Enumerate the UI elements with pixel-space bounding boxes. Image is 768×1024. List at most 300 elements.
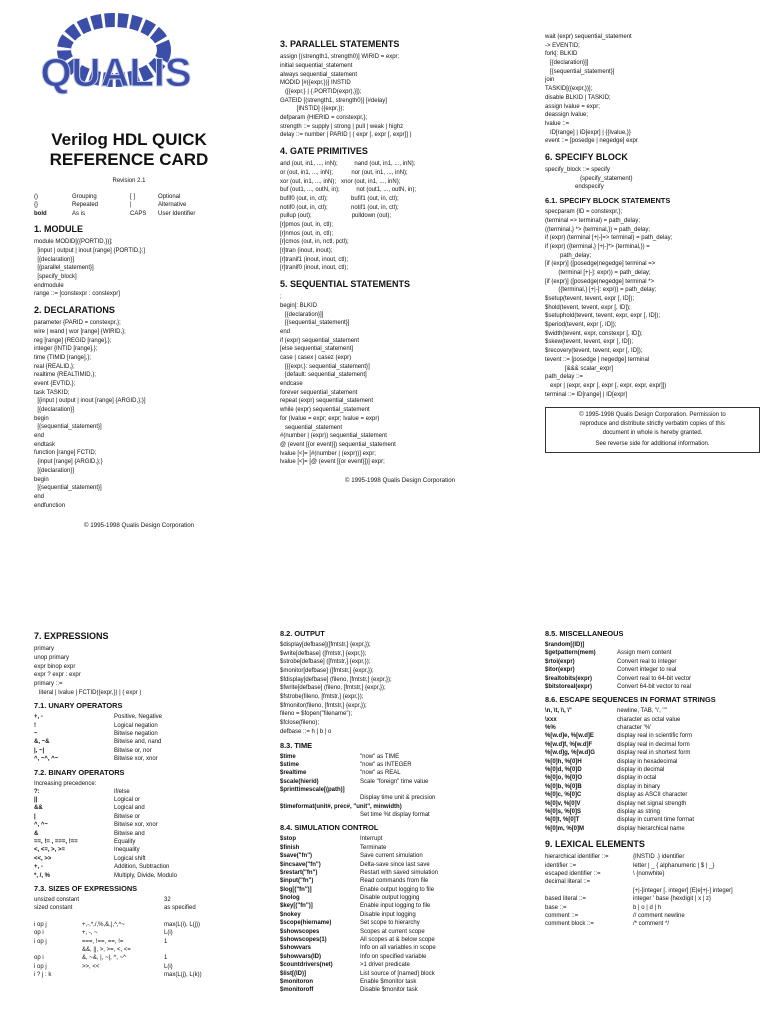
row-key: ==, != , ===, !== [34, 839, 78, 846]
table-row [545, 791, 760, 799]
table-row [280, 769, 520, 777]
row-value [633, 878, 760, 886]
row-key: $input("fn") [280, 878, 314, 885]
code-line: GATEID [(strength1, strength0)] [#delay] [280, 97, 387, 104]
ops-cell: max(L(j), L(k)) [164, 972, 202, 979]
row-value: integer ' base {hexdigit | x | z} [633, 896, 711, 903]
row-value: Restart with saved simulation [360, 869, 439, 876]
table-row [280, 886, 520, 894]
legend-cell: Repeated [72, 202, 99, 209]
table-row [280, 761, 520, 769]
ops-cell: >>, << [82, 963, 100, 970]
table-row [280, 869, 520, 877]
code-line: task TASKID; [34, 389, 70, 396]
code-line: [{declaration}] [34, 467, 75, 474]
row-value: Logical shift [114, 855, 146, 862]
code-line: unop primary [34, 654, 70, 661]
code-line: expr | (expr, expr [, expr [, expr, expr, expr]]) [545, 382, 667, 389]
table-row [34, 738, 254, 746]
code-line: lvalue [<]= [#(number | (expr))] expr; [280, 450, 376, 457]
table-row [34, 872, 254, 880]
row-value: Multiply, Divide, Modulo [114, 872, 177, 879]
row-key: sized constant [34, 905, 73, 912]
section-sequential [280, 293, 520, 467]
section-sizes-ops [34, 921, 254, 980]
row-key: decimal literal ::= [545, 879, 591, 886]
table-row [280, 970, 520, 978]
code-line: bufif0 (out, in, ctl); bufif1 (out, in, ctl); [280, 195, 399, 202]
code-line: assign lvalue = expr; [545, 103, 600, 110]
section-output [280, 641, 520, 737]
code-line: {specify_statement} [545, 175, 633, 182]
code-line: endtask [34, 441, 56, 448]
table-row [545, 641, 760, 649]
code-line: tevent ::= [posedge | negedge] terminal [545, 356, 650, 363]
table-row [545, 887, 760, 895]
code-line: endcase [280, 381, 303, 388]
row-value: display real in decimal form [617, 741, 690, 748]
section-time [280, 753, 520, 795]
section-sizes-title: 7.3. SIZES OF EXPRESSIONS [34, 883, 138, 893]
row-key: $log[("fn")] [280, 886, 312, 893]
code-line: initial sequential_statement [280, 62, 353, 69]
row-key: %[0]o, %[0]O [545, 775, 583, 782]
code-line: [r]cmos (out, in, nctl, pctl); [280, 239, 349, 246]
ops-cell [34, 946, 82, 954]
row-key: $getpattern(mem) [545, 650, 596, 657]
row-value: \ {nonwhite} [633, 871, 665, 878]
row-value: newline, TAB, '\', '"' [617, 708, 667, 715]
revision: Revision 2.1 [112, 177, 146, 184]
row-value: Disable $monitor task [360, 987, 418, 994]
row-value [617, 641, 760, 649]
code-line: delay ::= number | PARID | ( expr [, expr [, expr]] ) [280, 132, 412, 139]
legend-cell: | [130, 202, 132, 209]
section-sizes [34, 896, 254, 913]
code-line: assign [(strength1, strength0)] WIRID = expr; [280, 54, 400, 61]
notice-box [545, 407, 760, 453]
table-row [34, 921, 254, 929]
ops-cell: op i [34, 930, 44, 937]
code-line: event {EVTID,}; [34, 380, 76, 387]
row-key: *, /, % [34, 872, 51, 879]
row-key: ^, ^~ [34, 822, 48, 829]
section-specify-statements [545, 208, 760, 399]
table-row [280, 852, 520, 860]
row-value: display real in shortest form [617, 750, 691, 757]
table-row [545, 878, 760, 886]
section-time-note-1: Display time unit & precision [360, 795, 436, 802]
table-row [34, 896, 254, 904]
code-line: parameter {PARID = constexpr,}; [34, 320, 121, 327]
row-value: [+|-]integer [. integer] [E|e[+|-] integer] [633, 887, 733, 894]
section-gates [280, 160, 520, 273]
code-line: [r]nmos (out, in, ctl); [280, 230, 334, 237]
row-value: Logical or [114, 797, 141, 804]
code-line: $recovery(tevent, tevent, expr [, ID]); [545, 348, 643, 355]
row-key: $realtobits(expr) [545, 675, 593, 682]
ops-cell: ===, !==, ==, != [82, 938, 124, 945]
legend-cell: As is [72, 210, 86, 217]
row-key: \xxx [545, 716, 557, 723]
code-line: $hold(tevent, tevent, expr [, ID]); [545, 304, 631, 311]
code-line: [if (expr)] ([posedge|negedge] terminal => [545, 261, 656, 268]
code-line: case | casex | casez (expr) [280, 355, 352, 362]
table-row [280, 911, 520, 919]
code-line: $skew(tevent, tevent, expr [, ID]); [545, 339, 634, 346]
row-key: escaped identifier ::= [545, 871, 601, 878]
section-binary-intro: Increasing precedence: [34, 780, 97, 787]
code-line: $monitor[defbase] ([fmtstr,] {expr,}); [280, 668, 374, 675]
column-6 [545, 625, 760, 929]
section-escapes [545, 707, 760, 833]
row-value: display in hexadecimal [617, 758, 678, 765]
code-line: [input | output | inout [range] {PORTID,};] [34, 247, 146, 254]
table-row [545, 724, 760, 732]
table-row [545, 853, 760, 861]
row-value: {INSTID .} identifier [633, 854, 685, 861]
row-key: $monitoroff [280, 987, 314, 994]
ops-cell: max(L(i), L(j)) [164, 921, 200, 928]
table-row [34, 755, 254, 763]
row-value: Info on specified variable [360, 953, 427, 960]
code-line: realtime {REALTIMID,}; [34, 372, 96, 379]
table-row [545, 732, 760, 740]
row-key: %[0]h, %[0]H [545, 758, 582, 765]
notice-line: See reverse side for additional information. [595, 441, 710, 448]
row-key: $key[("fn")] [280, 903, 313, 910]
row-key: %[0]v, %[0]V [545, 800, 581, 807]
table-row [34, 722, 254, 730]
row-value: b | o | d | h [633, 904, 662, 911]
row-value: Scale "foreign" time value [360, 778, 429, 785]
code-line: [{input | output | inout [range] {ARGID,};}] [34, 398, 146, 405]
code-line: join [545, 77, 555, 84]
row-key: $printtimescale[(path)] [280, 787, 345, 794]
table-row [280, 944, 520, 952]
code-line: defbase ::= h | b | o [280, 728, 332, 735]
table-row [545, 716, 760, 724]
section-expressions [34, 645, 254, 697]
section-binary [34, 788, 254, 880]
row-key: ?: [34, 788, 40, 795]
row-key: ^, ~^, ^~ [34, 756, 59, 763]
row-key: $showvars [280, 945, 312, 952]
row-value: display hierarchical name [617, 825, 685, 832]
row-key: $random[(ID)] [545, 641, 585, 648]
code-line: [{{expr,}: sequential_statement}] [280, 363, 370, 370]
table-row [280, 786, 520, 794]
code-line: endmodule [34, 282, 64, 289]
row-value: Bitwise or, nor [114, 747, 152, 754]
code-line: sequential_statement [280, 424, 343, 431]
code-line: [r]tran (inout, inout); [280, 248, 333, 255]
section-unary [34, 713, 254, 763]
code-line: begin [34, 476, 49, 483]
table-row [34, 713, 254, 721]
row-key: $scope(hiername) [280, 920, 332, 927]
column-2 [280, 33, 520, 485]
section-misc-title: 8.5. MISCELLANEOUS [545, 629, 624, 638]
code-line: $fmonitor(fileno, [fmtstr,] {expr,}); [280, 702, 367, 709]
ops-cell: &&, ||, >, >=, <, <= [82, 946, 131, 953]
row-key: $showscopes(1) [280, 937, 327, 944]
row-value: display in current time format [617, 817, 695, 824]
row-key: %[w.d]g, %[w.d]G [545, 750, 595, 757]
section-output-title: 8.2. OUTPUT [280, 629, 325, 638]
section-sequential-title: 5. SEQUENTIAL STATEMENTS [280, 279, 411, 290]
code-line: {input [range] {ARGID,};} [34, 459, 103, 466]
code-line: while (expr) sequential_statement [280, 407, 370, 414]
row-value: display as ASCII character [617, 792, 688, 799]
row-value: display in binary [617, 783, 661, 790]
code-line: ; [280, 294, 282, 301]
row-key: $countdrivers(net) [280, 962, 333, 969]
table-row [34, 954, 254, 962]
code-line: always sequential_statement [280, 71, 358, 78]
row-value: Equality [114, 839, 136, 846]
code-line: module MODID[({PORTID,})]; [34, 239, 113, 246]
table-row [545, 766, 760, 774]
table-row [280, 961, 520, 969]
row-value: Save current simulation [360, 853, 423, 860]
code-line: MODID [#({expr,})] INSTID [280, 80, 351, 87]
table-row [34, 929, 254, 937]
code-line: [{parallel_statement}] [34, 265, 94, 272]
row-value: Bitwise xor, xnor [114, 756, 158, 763]
code-line: real {REALID,}; [34, 363, 75, 370]
code-line: forever sequential_statement [280, 389, 358, 396]
code-line: ID[range] | ID[expr] | {{lvalue,}} [545, 129, 631, 136]
section-sequential-cont [545, 33, 760, 146]
code-line: expr ? expr : expr [34, 672, 81, 679]
row-value: >1 driver predicate [360, 962, 410, 969]
row-value: letter | _ { alphanumeric | $ | _} [633, 862, 715, 869]
section-specify-title: 6. SPECIFY BLOCK [545, 151, 628, 162]
section-gates-title: 4. GATE PRIMITIVES [280, 146, 368, 157]
row-value: as specified [164, 905, 196, 912]
row-key: %[0]s, %[0]S [545, 809, 582, 815]
table-row [545, 904, 760, 912]
row-key: %[0]d, %[0]D [545, 767, 582, 774]
row-key: +, - [34, 714, 43, 721]
row-key: |, ~| [34, 747, 45, 754]
table-row [34, 813, 254, 821]
row-value: Scopes at current scope [360, 928, 425, 935]
section-declarations [34, 319, 244, 510]
section-simctl-title: 8.4. SIMULATION CONTROL [280, 823, 379, 833]
row-key: %% [545, 725, 556, 732]
code-line: -> EVENTID; [545, 42, 580, 49]
code-line: @ (event [{or event}]) sequential_statement [280, 441, 396, 448]
section-unary-title: 7.1. UNARY OPERATORS [34, 701, 123, 711]
row-key: $scale(hierid) [280, 778, 319, 785]
code-line: [{sequential_statement}] [545, 68, 615, 75]
row-value: Terminate [360, 844, 387, 851]
row-value: All scopes at & below scope [360, 937, 435, 944]
section-module [34, 238, 244, 299]
row-value: Delta-save since last save [360, 861, 430, 868]
code-line: $width(tevent, expr, constexpr [, ID]); [545, 330, 643, 337]
table-row [280, 928, 520, 936]
code-line: lvalue ::= [545, 120, 570, 127]
title-line-1: Verilog HDL QUICK [51, 130, 207, 149]
table-row [34, 946, 254, 954]
table-row [280, 936, 520, 944]
column-5 [280, 625, 520, 995]
row-value: Enable input logging to file [360, 903, 431, 910]
logo-text: QUALIS [40, 51, 192, 95]
ops-cell: L(i) [164, 930, 173, 937]
section-time-format: $timeformat(unit#, prec#, "unit", minwidth) [280, 803, 402, 810]
row-value: Inequality [114, 847, 140, 854]
legend-cell: () [34, 193, 38, 200]
ops-cell: &, ~&, |, ~|, ^, ~^ [82, 955, 126, 962]
notice-line: document in whole is hereby granted. [602, 429, 703, 436]
code-line: [{declaration}]] [545, 60, 589, 67]
row-key: $save("fn") [280, 853, 313, 860]
code-line: ({terminal,} [+|-]: expr)) = path_delay; [545, 287, 657, 294]
code-line: $setuphold(tevent, tevent, expr, expr [, ID]); [545, 313, 661, 320]
row-value: /* comment */ [633, 921, 670, 928]
code-line: $fdisplay[defbase] (fileno, [fmtstr,] {expr,}); [280, 676, 392, 683]
code-line: integer {INTID [range],}; [34, 346, 98, 353]
section-time-title: 8.3. TIME [280, 740, 313, 750]
code-line: specparam {ID = constexpr,}; [545, 209, 623, 216]
row-key: $incsave("fn") [280, 861, 321, 868]
section-parallel [280, 53, 520, 140]
table-row [545, 683, 760, 691]
row-key: ! [34, 722, 36, 729]
ops-cell [164, 946, 244, 954]
row-key: %[0]b, %[0]B [545, 783, 582, 790]
row-key: $realtime [280, 770, 307, 777]
legend-row [34, 201, 234, 209]
code-line: if (expr) sequential_statement [280, 337, 360, 344]
table-row [34, 788, 254, 796]
table-row [545, 920, 760, 928]
row-key: \n, \t, \\, \" [545, 708, 572, 715]
row-key: $nokey [280, 911, 301, 918]
notice-line: © 1995-1998 Qualis Design Corporation. Permission to [579, 412, 726, 419]
row-key: || [34, 797, 38, 804]
code-line: [specify_block] [34, 273, 77, 280]
table-row [545, 825, 760, 833]
row-key: $monitoron [280, 978, 313, 985]
row-key: comment block ::= [545, 921, 594, 928]
code-line: primary ::= [34, 680, 63, 687]
row-key: && [34, 805, 43, 812]
code-line: $fclose(fileno); [280, 720, 320, 727]
ops-cell: L(i) [164, 963, 173, 970]
code-line: xor (out, in1, ..., inN); xnor (out, in1, ..., inN); [280, 178, 401, 185]
row-key: based literal ::= [545, 896, 586, 903]
legend-cell: User Identifier [158, 210, 196, 217]
code-line: [{declaration}] [34, 256, 75, 263]
row-key: $time [280, 753, 296, 760]
code-line: and (out, in1, ..., inN); nand (out, in1, ..., inN); [280, 161, 416, 168]
table-row [34, 730, 254, 738]
code-line: defparam {HIERID = constexpr,}; [280, 114, 368, 121]
legend-row [34, 193, 234, 201]
code-line: primary [34, 646, 55, 653]
code-line: notif0 (out, in, ctl); notif1 (out, in, ctl); [280, 204, 399, 211]
code-line: [{declaration}] [34, 407, 75, 414]
table-row [34, 747, 254, 755]
table-row [545, 862, 760, 870]
row-value: Convert real to 64-bit vector [617, 675, 692, 682]
section-expressions-title: 7. EXPRESSIONS [34, 631, 109, 641]
row-value: Convert 64-bit vector to real [617, 683, 692, 690]
row-key: $showscopes [280, 928, 320, 935]
row-key: $stop [280, 836, 297, 843]
ops-cell [82, 971, 164, 979]
table-row [280, 778, 520, 786]
row-value [360, 786, 520, 794]
row-key: %[0]c, %[0]C [545, 792, 582, 799]
code-line: [r]pmos (out, in, ctl); [280, 221, 334, 228]
table-row [280, 753, 520, 761]
code-line: range ::= [constexpr : constexpr] [34, 291, 120, 298]
legend-cell: Alternative [158, 202, 187, 209]
code-line: ((terminal,} *> {terminal,}) = path_delay; [545, 226, 651, 233]
code-line: [if (expr)] ([posedge|negedge] terminal *> [545, 278, 655, 285]
code-line: for (lvalue = expr; expr; lvalue = expr) [280, 415, 380, 422]
code-line: $write[defbase] ([fmtstr,] {expr,}); [280, 650, 367, 657]
ops-cell: i op j [34, 938, 47, 945]
row-value: Bitwise and, nand [114, 739, 162, 746]
table-row [280, 919, 520, 927]
code-line: endspecify [545, 184, 604, 191]
legend-cell: CAPS [130, 210, 147, 217]
code-line: path_delay ::= [545, 374, 583, 381]
row-key: $restart("fn") [280, 869, 318, 876]
code-line: strength ::= supply | strong | pull | weak | highz [280, 123, 404, 130]
row-value: display as string [617, 809, 661, 815]
code-line: fork[: BLKID [545, 51, 578, 58]
legend-row [34, 210, 234, 218]
section-module-title: 1. MODULE [34, 224, 84, 235]
row-value: display real in scientific form [617, 733, 693, 740]
table-row [280, 894, 520, 902]
row-value: Interrupt [360, 836, 383, 843]
code-line: $display[defbase]([fmtstr,] {expr,}); [280, 641, 371, 648]
row-value: "now" as REAL [360, 770, 401, 777]
row-value: "now" as INTEGER [360, 761, 412, 768]
row-key: base ::= [545, 904, 567, 911]
row-value: 32 [164, 896, 171, 903]
row-value: List source of [named] block [360, 970, 435, 977]
table-row [34, 804, 254, 812]
table-row [545, 783, 760, 791]
row-key: & [34, 830, 39, 837]
column-1 [34, 6, 244, 531]
code-line: path_delay; [545, 252, 592, 259]
row-key: $showvars(ID) [280, 953, 322, 960]
table-row [545, 649, 760, 657]
code-line: end [34, 493, 45, 500]
row-value: display in octal [617, 775, 657, 782]
row-key: $rtoi(expr) [545, 658, 575, 665]
code-line: if (expr) ({terminal,} [+|-]*> {terminal,}) = [545, 243, 650, 250]
table-row [34, 855, 254, 863]
code-line: begin[: BLKID [280, 302, 318, 309]
table-row [280, 835, 520, 843]
legend-cell: [ ] [130, 193, 136, 200]
qualis-logo [34, 6, 194, 112]
ops-cell: 1 [164, 938, 168, 945]
row-value: Enable output logging to file [360, 886, 435, 893]
